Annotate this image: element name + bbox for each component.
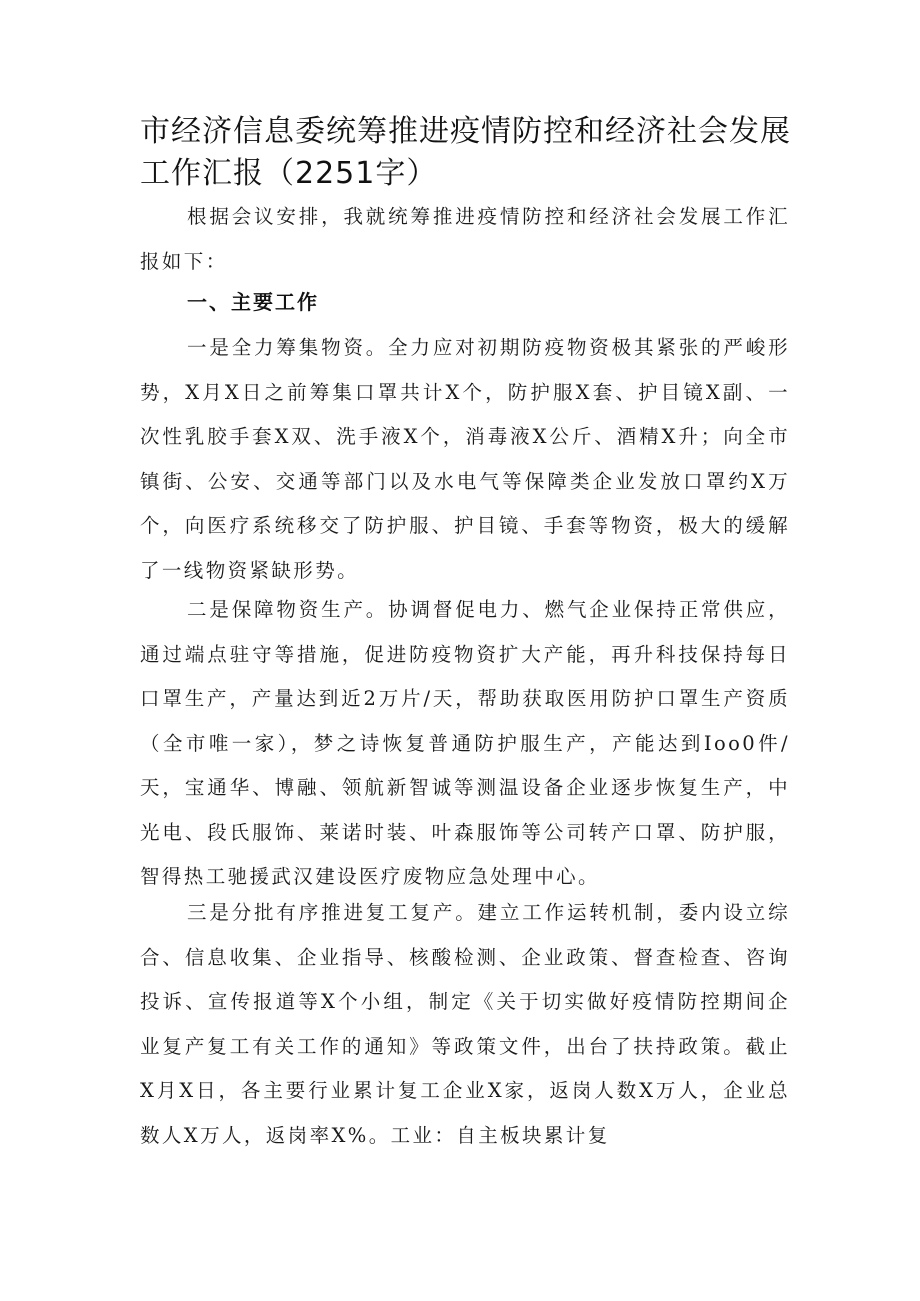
intro-paragraph: 根据会议安排，我就统筹推进疫情防控和经济社会发展工作汇报如下：	[140, 205, 790, 273]
document-title: 市经济信息委统筹推进疫情防控和经济社会发展工作汇报（2251字）	[140, 114, 791, 191]
paragraph-3: 三是分批有序推进复工复产。建立工作运转机制，委内设立综合、信息收集、企业指导、核酸检测、企业政策、督查检查、咨询投诉、宣传报道等X个小组，制定《关于切实做好疫情防控期间企业复产复工有关工作的通知》等政策文件，出台了扶持政策。截止X月X日，各主要行业累计复工企业X家，返岗人数X万人，企业总数人X万人，返岗率X%。工业：自主板块累计复	[140, 901, 790, 1147]
paragraph-2: 二是保障物资生产。协调督促电力、燃气企业保持正常供应，通过端点驻守等措施，促进防疫物资扩大产能，再升科技保持每日口罩生产，产量达到近2万片/天，帮助获取医用防护口罩生产资质（全市唯一家），梦之诗恢复普通防护服生产，产能达到Ioo0件/天，宝通华、博融、领航新智诚等测温设备企业逐步恢复生产，中光电、段氏服饰、莱诺时装、叶森服饰等公司转产口罩、防护服，智得热工驰援武汉建设医疗废物应急处理中心。	[140, 598, 790, 888]
paragraph-1: 一是全力筹集物资。全力应对初期防疫物资极其紧张的严峻形势，X月X日之前筹集口罩共计X个，防护服X套、护目镜X副、一次性乳胶手套X双、洗手液X个，消毒液X公斤、酒精X升；向全市镇街、公安、交通等部门以及水电气等保障类企业发放口罩约X万个，向医疗系统移交了防护服、护目镜、手套等物资，极大的缓解了一线物资紧缺形势。	[140, 336, 790, 582]
section-heading: 一、主要工作	[187, 290, 319, 314]
